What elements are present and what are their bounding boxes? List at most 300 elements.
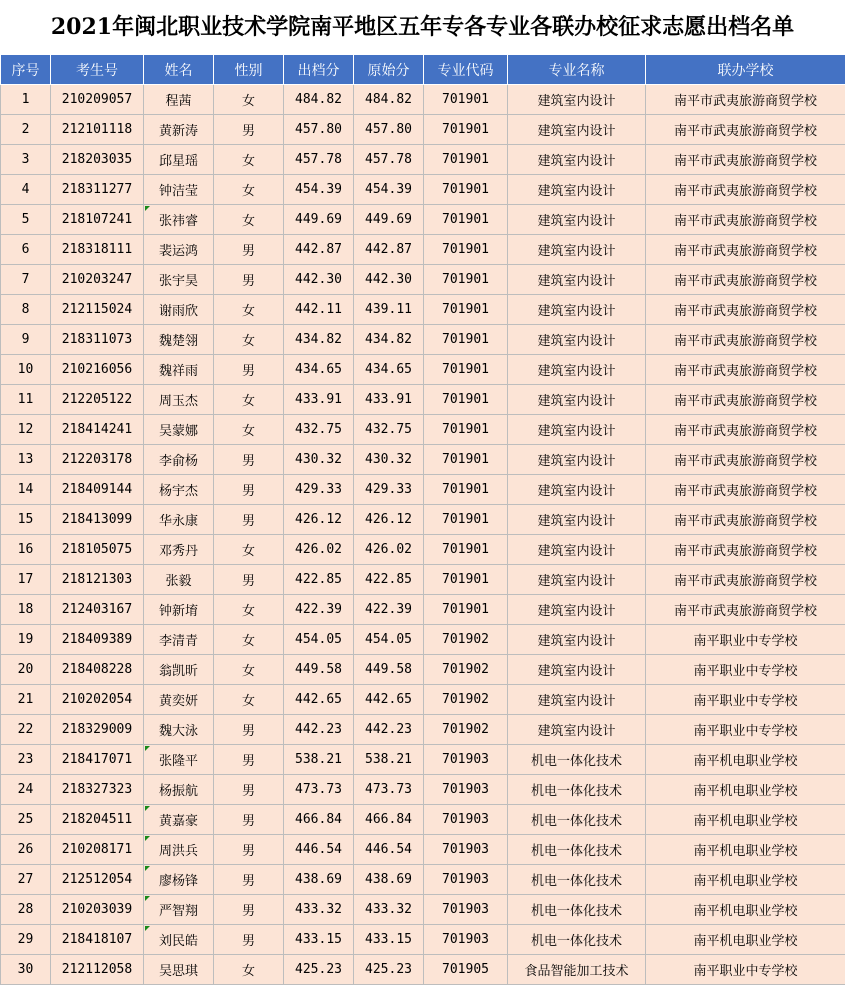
exam-id-cell[interactable]: 210209057 <box>51 85 144 115</box>
raw-score-cell[interactable]: 446.54 <box>354 835 424 865</box>
gender-cell[interactable]: 女 <box>214 415 284 445</box>
gender-cell[interactable]: 男 <box>214 865 284 895</box>
gender-cell[interactable]: 男 <box>214 565 284 595</box>
exam-id-cell[interactable]: 210216056 <box>51 355 144 385</box>
gender-cell[interactable]: 女 <box>214 625 284 655</box>
raw-score-cell[interactable]: 426.12 <box>354 505 424 535</box>
major-code-cell[interactable]: 701901 <box>424 295 508 325</box>
student-name-cell[interactable]: 张祎睿 <box>144 205 214 235</box>
major-code-cell[interactable]: 701901 <box>424 565 508 595</box>
admission-score-cell[interactable]: 430.32 <box>284 445 354 475</box>
exam-id-cell[interactable]: 212101118 <box>51 115 144 145</box>
major-name-cell[interactable]: 机电一体化技术 <box>508 835 646 865</box>
major-code-cell[interactable]: 701903 <box>424 925 508 955</box>
row-number-cell[interactable]: 15 <box>1 505 51 535</box>
student-name-cell[interactable]: 华永康 <box>144 505 214 535</box>
row-number-cell[interactable]: 29 <box>1 925 51 955</box>
raw-score-cell[interactable]: 439.11 <box>354 295 424 325</box>
student-name-cell[interactable]: 邱星瑶 <box>144 145 214 175</box>
admission-score-cell[interactable]: 449.58 <box>284 655 354 685</box>
major-code-cell[interactable]: 701901 <box>424 355 508 385</box>
major-name-cell[interactable]: 建筑室内设计 <box>508 595 646 625</box>
table-row <box>1 205 845 235</box>
major-code-cell[interactable]: 701901 <box>424 475 508 505</box>
admission-score-cell[interactable]: 434.82 <box>284 325 354 355</box>
partner-school-cell[interactable]: 南平市武夷旅游商贸学校 <box>646 295 845 325</box>
exam-id-cell[interactable]: 218329009 <box>51 715 144 745</box>
major-name-cell[interactable]: 建筑室内设计 <box>508 445 646 475</box>
raw-score-cell[interactable]: 425.23 <box>354 955 424 985</box>
gender-cell[interactable]: 女 <box>214 955 284 985</box>
row-number-cell[interactable]: 8 <box>1 295 51 325</box>
table-row <box>1 145 845 175</box>
gender-cell[interactable]: 女 <box>214 595 284 625</box>
admission-score-cell[interactable]: 454.05 <box>284 625 354 655</box>
raw-score-cell[interactable]: 538.21 <box>354 745 424 775</box>
admission-score-cell[interactable]: 449.69 <box>284 205 354 235</box>
raw-score-cell[interactable]: 433.91 <box>354 385 424 415</box>
partner-school-cell[interactable]: 南平机电职业学校 <box>646 925 845 955</box>
raw-score-cell[interactable]: 442.23 <box>354 715 424 745</box>
partner-school-cell[interactable]: 南平市武夷旅游商贸学校 <box>646 265 845 295</box>
partner-school-cell[interactable]: 南平市武夷旅游商贸学校 <box>646 475 845 505</box>
row-number-cell[interactable]: 13 <box>1 445 51 475</box>
admission-score-cell[interactable]: 454.39 <box>284 175 354 205</box>
exam-id-cell[interactable]: 218107241 <box>51 205 144 235</box>
col-header-id[interactable]: 考生号 <box>51 55 144 85</box>
table-row <box>1 85 845 115</box>
table-row <box>1 865 845 895</box>
gender-cell[interactable]: 女 <box>214 205 284 235</box>
partner-school-cell[interactable]: 南平职业中专学校 <box>646 955 845 985</box>
table-row <box>1 235 845 265</box>
gender-cell[interactable]: 男 <box>214 745 284 775</box>
major-name-cell[interactable]: 食品智能加工技术 <box>508 955 646 985</box>
partner-school-cell[interactable]: 南平职业中专学校 <box>646 715 845 745</box>
major-code-cell[interactable]: 701901 <box>424 145 508 175</box>
partner-school-cell[interactable]: 南平市武夷旅游商贸学校 <box>646 595 845 625</box>
col-header-score[interactable]: 出档分 <box>284 55 354 85</box>
admission-score-cell[interactable]: 457.78 <box>284 145 354 175</box>
table-body <box>1 85 845 985</box>
major-code-cell[interactable]: 701905 <box>424 955 508 985</box>
col-header-no[interactable]: 序号 <box>1 55 51 85</box>
partner-school-cell[interactable]: 南平市武夷旅游商贸学校 <box>646 115 845 145</box>
student-name-cell[interactable]: 翁凯昕 <box>144 655 214 685</box>
exam-id-cell[interactable]: 218408228 <box>51 655 144 685</box>
raw-score-cell[interactable]: 454.05 <box>354 625 424 655</box>
major-code-cell[interactable]: 701902 <box>424 715 508 745</box>
col-header-name[interactable]: 姓名 <box>144 55 214 85</box>
table-row <box>1 325 845 355</box>
exam-id-cell[interactable]: 212115024 <box>51 295 144 325</box>
major-code-cell[interactable]: 701903 <box>424 865 508 895</box>
student-name-cell[interactable]: 周玉杰 <box>144 385 214 415</box>
exam-id-cell[interactable]: 218311277 <box>51 175 144 205</box>
major-code-cell[interactable]: 701903 <box>424 895 508 925</box>
row-number-cell[interactable]: 10 <box>1 355 51 385</box>
gender-cell[interactable]: 男 <box>214 775 284 805</box>
gender-cell[interactable]: 女 <box>214 85 284 115</box>
row-number-cell[interactable]: 5 <box>1 205 51 235</box>
gender-cell[interactable]: 男 <box>214 475 284 505</box>
exam-id-cell[interactable]: 210203247 <box>51 265 144 295</box>
partner-school-cell[interactable]: 南平机电职业学校 <box>646 805 845 835</box>
partner-school-cell[interactable]: 南平市武夷旅游商贸学校 <box>646 205 845 235</box>
partner-school-cell[interactable]: 南平市武夷旅游商贸学校 <box>646 85 845 115</box>
table-row <box>1 805 845 835</box>
major-name-cell[interactable]: 建筑室内设计 <box>508 325 646 355</box>
major-name-cell[interactable]: 机电一体化技术 <box>508 745 646 775</box>
table-row <box>1 175 845 205</box>
col-header-code[interactable]: 专业代码 <box>424 55 508 85</box>
major-code-cell[interactable]: 701902 <box>424 655 508 685</box>
major-name-cell[interactable]: 机电一体化技术 <box>508 805 646 835</box>
row-number-cell[interactable]: 20 <box>1 655 51 685</box>
exam-id-cell[interactable]: 218409144 <box>51 475 144 505</box>
major-code-cell[interactable]: 701901 <box>424 385 508 415</box>
student-name-cell[interactable]: 裴运鸿 <box>144 235 214 265</box>
partner-school-cell[interactable]: 南平市武夷旅游商贸学校 <box>646 445 845 475</box>
raw-score-cell[interactable]: 442.30 <box>354 265 424 295</box>
student-name-cell[interactable]: 杨宇杰 <box>144 475 214 505</box>
gender-cell[interactable]: 女 <box>214 685 284 715</box>
student-name-cell[interactable]: 廖杨锋 <box>144 865 214 895</box>
major-code-cell[interactable]: 701901 <box>424 445 508 475</box>
partner-school-cell[interactable]: 南平市武夷旅游商贸学校 <box>646 535 845 565</box>
partner-school-cell[interactable]: 南平市武夷旅游商贸学校 <box>646 325 845 355</box>
major-code-cell[interactable]: 701902 <box>424 625 508 655</box>
row-number-cell[interactable]: 25 <box>1 805 51 835</box>
major-name-cell[interactable]: 建筑室内设计 <box>508 535 646 565</box>
admission-score-cell[interactable]: 422.39 <box>284 595 354 625</box>
table-row <box>1 625 845 655</box>
raw-score-cell[interactable]: 426.02 <box>354 535 424 565</box>
raw-score-cell[interactable]: 466.84 <box>354 805 424 835</box>
major-code-cell[interactable]: 701901 <box>424 115 508 145</box>
raw-score-cell[interactable]: 438.69 <box>354 865 424 895</box>
raw-score-cell[interactable]: 429.33 <box>354 475 424 505</box>
major-name-cell[interactable]: 建筑室内设计 <box>508 715 646 745</box>
major-name-cell[interactable]: 建筑室内设计 <box>508 355 646 385</box>
student-name-cell[interactable]: 李俞杨 <box>144 445 214 475</box>
admission-score-cell[interactable]: 466.84 <box>284 805 354 835</box>
exam-id-cell[interactable]: 210203039 <box>51 895 144 925</box>
partner-school-cell[interactable]: 南平市武夷旅游商贸学校 <box>646 415 845 445</box>
student-name-cell[interactable]: 黄新涛 <box>144 115 214 145</box>
partner-school-cell[interactable]: 南平机电职业学校 <box>646 895 845 925</box>
raw-score-cell[interactable]: 484.82 <box>354 85 424 115</box>
major-code-cell[interactable]: 701901 <box>424 415 508 445</box>
raw-score-cell[interactable]: 442.65 <box>354 685 424 715</box>
partner-school-cell[interactable]: 南平市武夷旅游商贸学校 <box>646 235 845 265</box>
row-number-cell[interactable]: 22 <box>1 715 51 745</box>
table-row <box>1 385 845 415</box>
raw-score-cell[interactable]: 430.32 <box>354 445 424 475</box>
gender-cell[interactable]: 男 <box>214 265 284 295</box>
exam-id-cell[interactable]: 218318111 <box>51 235 144 265</box>
exam-id-cell[interactable]: 212403167 <box>51 595 144 625</box>
table-row <box>1 115 845 145</box>
major-code-cell[interactable]: 701901 <box>424 595 508 625</box>
student-name-cell[interactable]: 邓秀丹 <box>144 535 214 565</box>
gender-cell[interactable]: 男 <box>214 115 284 145</box>
exam-id-cell[interactable]: 212512054 <box>51 865 144 895</box>
raw-score-cell[interactable]: 473.73 <box>354 775 424 805</box>
exam-id-cell[interactable]: 218409389 <box>51 625 144 655</box>
student-name-cell[interactable]: 张毅 <box>144 565 214 595</box>
admission-score-cell[interactable]: 484.82 <box>284 85 354 115</box>
header-row <box>1 55 845 85</box>
gender-cell[interactable]: 女 <box>214 385 284 415</box>
table-row <box>1 355 845 385</box>
partner-school-cell[interactable]: 南平机电职业学校 <box>646 775 845 805</box>
major-name-cell[interactable]: 建筑室内设计 <box>508 295 646 325</box>
student-name-cell[interactable]: 钟洁莹 <box>144 175 214 205</box>
student-name-cell[interactable]: 钟新堉 <box>144 595 214 625</box>
row-number-cell[interactable]: 2 <box>1 115 51 145</box>
raw-score-cell[interactable]: 457.80 <box>354 115 424 145</box>
major-code-cell[interactable]: 701901 <box>424 505 508 535</box>
raw-score-cell[interactable]: 442.87 <box>354 235 424 265</box>
student-name-cell[interactable]: 张宇昊 <box>144 265 214 295</box>
row-number-cell[interactable]: 26 <box>1 835 51 865</box>
student-name-cell[interactable]: 黄奕妍 <box>144 685 214 715</box>
major-code-cell[interactable]: 701901 <box>424 205 508 235</box>
col-header-major[interactable]: 专业名称 <box>508 55 646 85</box>
admission-score-cell[interactable]: 442.11 <box>284 295 354 325</box>
major-code-cell[interactable]: 701901 <box>424 235 508 265</box>
admission-score-cell[interactable]: 434.65 <box>284 355 354 385</box>
major-name-cell[interactable]: 建筑室内设计 <box>508 655 646 685</box>
raw-score-cell[interactable]: 432.75 <box>354 415 424 445</box>
admission-score-cell[interactable]: 425.23 <box>284 955 354 985</box>
major-code-cell[interactable]: 701901 <box>424 265 508 295</box>
major-code-cell[interactable]: 701901 <box>424 85 508 115</box>
exam-id-cell[interactable]: 212203178 <box>51 445 144 475</box>
row-number-cell[interactable]: 11 <box>1 385 51 415</box>
student-name-cell[interactable]: 刘民皓 <box>144 925 214 955</box>
student-name-cell[interactable]: 魏祥雨 <box>144 355 214 385</box>
gender-cell[interactable]: 男 <box>214 805 284 835</box>
major-name-cell[interactable]: 机电一体化技术 <box>508 775 646 805</box>
student-name-cell[interactable]: 张隆平 <box>144 745 214 775</box>
partner-school-cell[interactable]: 南平市武夷旅游商贸学校 <box>646 145 845 175</box>
gender-cell[interactable]: 男 <box>214 445 284 475</box>
gender-cell[interactable]: 男 <box>214 235 284 265</box>
partner-school-cell[interactable]: 南平机电职业学校 <box>646 865 845 895</box>
exam-id-cell[interactable]: 218414241 <box>51 415 144 445</box>
partner-school-cell[interactable]: 南平职业中专学校 <box>646 655 845 685</box>
major-name-cell[interactable]: 建筑室内设计 <box>508 625 646 655</box>
raw-score-cell[interactable]: 449.69 <box>354 205 424 235</box>
student-name-cell[interactable]: 魏大泳 <box>144 715 214 745</box>
major-name-cell[interactable]: 建筑室内设计 <box>508 205 646 235</box>
student-name-cell[interactable]: 谢雨欣 <box>144 295 214 325</box>
table-row <box>1 505 845 535</box>
admission-score-cell[interactable]: 442.23 <box>284 715 354 745</box>
row-number-cell[interactable]: 30 <box>1 955 51 985</box>
table-row <box>1 535 845 565</box>
student-name-cell[interactable]: 魏楚翎 <box>144 325 214 355</box>
major-name-cell[interactable]: 建筑室内设计 <box>508 685 646 715</box>
admission-score-cell[interactable]: 433.32 <box>284 895 354 925</box>
partner-school-cell[interactable]: 南平职业中专学校 <box>646 625 845 655</box>
gender-cell[interactable]: 男 <box>214 895 284 925</box>
major-code-cell[interactable]: 701903 <box>424 805 508 835</box>
row-number-cell[interactable]: 27 <box>1 865 51 895</box>
row-number-cell[interactable]: 3 <box>1 145 51 175</box>
gender-cell[interactable]: 男 <box>214 355 284 385</box>
admission-score-cell[interactable]: 473.73 <box>284 775 354 805</box>
row-number-cell[interactable]: 16 <box>1 535 51 565</box>
exam-id-cell[interactable]: 218418107 <box>51 925 144 955</box>
gender-cell[interactable]: 男 <box>214 715 284 745</box>
raw-score-cell[interactable]: 449.58 <box>354 655 424 685</box>
admission-score-cell[interactable]: 426.12 <box>284 505 354 535</box>
student-name-cell[interactable]: 程茜 <box>144 85 214 115</box>
row-number-cell[interactable]: 14 <box>1 475 51 505</box>
major-code-cell[interactable]: 701901 <box>424 325 508 355</box>
student-name-cell[interactable]: 周洪兵 <box>144 835 214 865</box>
major-name-cell[interactable]: 机电一体化技术 <box>508 925 646 955</box>
row-number-cell[interactable]: 6 <box>1 235 51 265</box>
admission-score-cell[interactable]: 433.91 <box>284 385 354 415</box>
admission-score-cell[interactable]: 429.33 <box>284 475 354 505</box>
exam-id-cell[interactable]: 218105075 <box>51 535 144 565</box>
row-number-cell[interactable]: 23 <box>1 745 51 775</box>
gender-cell[interactable]: 男 <box>214 835 284 865</box>
exam-id-cell[interactable]: 210202054 <box>51 685 144 715</box>
major-code-cell[interactable]: 701903 <box>424 745 508 775</box>
partner-school-cell[interactable]: 南平市武夷旅游商贸学校 <box>646 175 845 205</box>
major-name-cell[interactable]: 建筑室内设计 <box>508 415 646 445</box>
major-name-cell[interactable]: 建筑室内设计 <box>508 85 646 115</box>
major-name-cell[interactable]: 建筑室内设计 <box>508 475 646 505</box>
major-name-cell[interactable]: 建筑室内设计 <box>508 235 646 265</box>
raw-score-cell[interactable]: 433.15 <box>354 925 424 955</box>
student-name-cell[interactable]: 杨振航 <box>144 775 214 805</box>
major-name-cell[interactable]: 建筑室内设计 <box>508 565 646 595</box>
admission-score-cell[interactable]: 433.15 <box>284 925 354 955</box>
raw-score-cell[interactable]: 434.65 <box>354 355 424 385</box>
exam-id-cell[interactable]: 218311073 <box>51 325 144 355</box>
admission-score-cell[interactable]: 442.87 <box>284 235 354 265</box>
row-number-cell[interactable]: 17 <box>1 565 51 595</box>
student-name-cell[interactable]: 黄嘉豪 <box>144 805 214 835</box>
col-header-school[interactable]: 联办学校 <box>646 55 845 85</box>
row-number-cell[interactable]: 21 <box>1 685 51 715</box>
exam-id-cell[interactable]: 212112058 <box>51 955 144 985</box>
major-code-cell[interactable]: 701902 <box>424 685 508 715</box>
table-row <box>1 685 845 715</box>
exam-id-cell[interactable]: 218203035 <box>51 145 144 175</box>
gender-cell[interactable]: 女 <box>214 145 284 175</box>
major-code-cell[interactable]: 701901 <box>424 535 508 565</box>
row-number-cell[interactable]: 1 <box>1 85 51 115</box>
major-name-cell[interactable]: 建筑室内设计 <box>508 115 646 145</box>
admission-score-cell[interactable]: 538.21 <box>284 745 354 775</box>
partner-school-cell[interactable]: 南平机电职业学校 <box>646 835 845 865</box>
major-name-cell[interactable]: 建筑室内设计 <box>508 265 646 295</box>
gender-cell[interactable]: 女 <box>214 175 284 205</box>
admission-score-cell[interactable]: 438.69 <box>284 865 354 895</box>
raw-score-cell[interactable]: 434.82 <box>354 325 424 355</box>
major-name-cell[interactable]: 建筑室内设计 <box>508 145 646 175</box>
exam-id-cell[interactable]: 218327323 <box>51 775 144 805</box>
row-number-cell[interactable]: 24 <box>1 775 51 805</box>
row-number-cell[interactable]: 7 <box>1 265 51 295</box>
admission-score-cell[interactable]: 432.75 <box>284 415 354 445</box>
row-number-cell[interactable]: 4 <box>1 175 51 205</box>
student-name-cell[interactable]: 严智翔 <box>144 895 214 925</box>
partner-school-cell[interactable]: 南平市武夷旅游商贸学校 <box>646 385 845 415</box>
row-number-cell[interactable]: 18 <box>1 595 51 625</box>
table-row <box>1 595 845 625</box>
raw-score-cell[interactable]: 457.78 <box>354 145 424 175</box>
exam-id-cell[interactable]: 218417071 <box>51 745 144 775</box>
partner-school-cell[interactable]: 南平市武夷旅游商贸学校 <box>646 565 845 595</box>
row-number-cell[interactable]: 12 <box>1 415 51 445</box>
major-name-cell[interactable]: 机电一体化技术 <box>508 895 646 925</box>
major-name-cell[interactable]: 建筑室内设计 <box>508 385 646 415</box>
student-name-cell[interactable]: 吴思琪 <box>144 955 214 985</box>
admission-score-cell[interactable]: 446.54 <box>284 835 354 865</box>
table-row <box>1 745 845 775</box>
row-number-cell[interactable]: 9 <box>1 325 51 355</box>
exam-id-cell[interactable]: 218121303 <box>51 565 144 595</box>
exam-id-cell[interactable]: 212205122 <box>51 385 144 415</box>
table-row <box>1 925 845 955</box>
admission-score-cell[interactable]: 442.65 <box>284 685 354 715</box>
row-number-cell[interactable]: 19 <box>1 625 51 655</box>
admission-score-cell[interactable]: 426.02 <box>284 535 354 565</box>
partner-school-cell[interactable]: 南平职业中专学校 <box>646 685 845 715</box>
major-name-cell[interactable]: 建筑室内设计 <box>508 175 646 205</box>
gender-cell[interactable]: 女 <box>214 325 284 355</box>
student-name-cell[interactable]: 吴蒙娜 <box>144 415 214 445</box>
exam-id-cell[interactable]: 210208171 <box>51 835 144 865</box>
gender-cell[interactable]: 男 <box>214 505 284 535</box>
major-code-cell[interactable]: 701901 <box>424 175 508 205</box>
admission-score-cell[interactable]: 422.85 <box>284 565 354 595</box>
admission-table <box>0 54 845 985</box>
raw-score-cell[interactable]: 454.39 <box>354 175 424 205</box>
gender-cell[interactable]: 女 <box>214 655 284 685</box>
gender-cell[interactable]: 女 <box>214 535 284 565</box>
partner-school-cell[interactable]: 南平市武夷旅游商贸学校 <box>646 355 845 385</box>
exam-id-cell[interactable]: 218413099 <box>51 505 144 535</box>
exam-id-cell[interactable]: 218204511 <box>51 805 144 835</box>
col-header-gender[interactable]: 性别 <box>214 55 284 85</box>
partner-school-cell[interactable]: 南平机电职业学校 <box>646 745 845 775</box>
partner-school-cell[interactable]: 南平市武夷旅游商贸学校 <box>646 505 845 535</box>
major-name-cell[interactable]: 建筑室内设计 <box>508 505 646 535</box>
admission-score-cell[interactable]: 457.80 <box>284 115 354 145</box>
gender-cell[interactable]: 女 <box>214 295 284 325</box>
gender-cell[interactable]: 男 <box>214 925 284 955</box>
raw-score-cell[interactable]: 422.39 <box>354 595 424 625</box>
raw-score-cell[interactable]: 422.85 <box>354 565 424 595</box>
student-name-cell[interactable]: 李清青 <box>144 625 214 655</box>
row-number-cell[interactable]: 28 <box>1 895 51 925</box>
major-code-cell[interactable]: 701903 <box>424 835 508 865</box>
major-name-cell[interactable]: 机电一体化技术 <box>508 865 646 895</box>
raw-score-cell[interactable]: 433.32 <box>354 895 424 925</box>
col-header-raw[interactable]: 原始分 <box>354 55 424 85</box>
major-code-cell[interactable]: 701903 <box>424 775 508 805</box>
admission-score-cell[interactable]: 442.30 <box>284 265 354 295</box>
